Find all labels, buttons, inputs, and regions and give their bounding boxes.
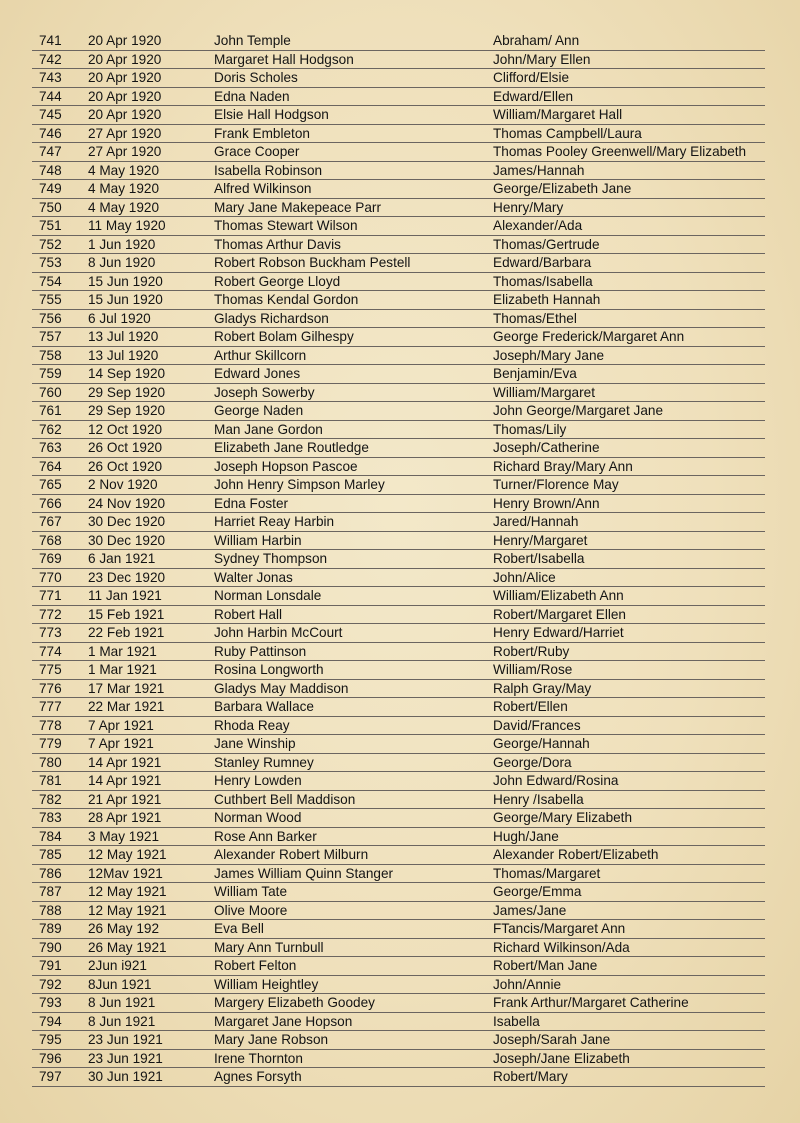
parents-names: George/Elizabeth Jane [493,181,632,196]
entry-number: 757 [39,329,62,344]
entry-date: 14 Sep 1920 [88,366,166,381]
child-name: Doris Scholes [214,70,298,85]
entry-number: 786 [39,865,62,881]
child-name: Mary Ann Turnbull [214,939,324,955]
parents-names: George/Dora [493,754,572,770]
parents-names: Henry/Margaret [493,532,588,548]
child-name: Mary Jane Makepeace Parr [214,199,381,215]
baptism-register-table [32,32,765,1087]
entry-date: 11 Jan 1921 [88,588,162,603]
entry-date: 13 Jul 1920 [88,329,159,344]
entry-number: 773 [39,625,62,640]
parents-names: Frank Arthur/Margaret Catherine [493,995,689,1010]
entry-number: 790 [39,939,62,955]
parents-names: Joseph/Catherine [493,440,600,455]
entry-date: 23 Dec 1920 [88,569,166,585]
entry-number: 780 [39,754,62,770]
entry-number: 781 [39,773,62,788]
child-name: John Temple [214,33,291,48]
table-row [32,143,765,162]
entry-number: 748 [39,162,62,178]
entry-number: 764 [39,458,62,474]
parents-names: John Edward/Rosina [493,773,619,788]
entry-number: 784 [39,828,62,844]
entry-date: 30 Jun 1921 [88,1069,163,1084]
parents-names: Hugh/Jane [493,828,559,844]
entry-number: 770 [39,569,62,585]
entry-date: 13 Jul 1920 [88,347,159,363]
entry-number: 772 [39,606,62,622]
table-row [32,754,765,773]
table-row [32,125,765,144]
parents-names: John/Annie [493,976,562,992]
child-name: Alexander Robert Milburn [214,847,369,862]
child-name: Robert Felton [214,958,297,973]
parents-names: John George/Margaret Jane [493,403,664,418]
table-row [32,384,765,403]
entry-number: 745 [39,107,62,122]
parents-names: Edward/Barbara [493,255,592,270]
parents-names: Thomas Pooley Greenwell/Mary Elizabeth [493,144,747,159]
child-name: Margery Elizabeth Goodey [214,995,375,1010]
entry-number: 783 [39,810,62,825]
table-row [32,1013,765,1032]
entry-date: 26 Oct 1920 [88,440,163,455]
table-row [32,513,765,532]
child-name: Walter Jonas [214,569,293,585]
parents-names: Benjamin/Eva [493,366,577,381]
parents-names: James/Jane [493,902,567,918]
entry-date: 6 Jan 1921 [88,551,156,566]
table-row [32,957,765,976]
entry-date: 6 Jul 1920 [88,310,151,326]
table-row [32,680,765,699]
child-name: Alfred Wilkinson [214,181,312,196]
entry-number: 776 [39,680,62,696]
child-name: Edna Foster [214,495,289,511]
entry-date: 15 Feb 1921 [88,606,165,622]
child-name: Joseph Sowerby [214,384,315,400]
entry-number: 782 [39,791,62,807]
entry-date: 14 Apr 1921 [88,754,162,770]
entry-date: 8 Jun 1920 [88,255,156,270]
table-row [32,624,765,643]
child-name: Agnes Forsyth [214,1069,302,1084]
table-row [32,476,765,495]
parents-names: Jared/Hannah [493,514,579,529]
entry-number: 791 [39,958,62,973]
table-row [32,495,765,514]
table-row [32,735,765,754]
entry-date: 30 Dec 1920 [88,532,166,548]
parents-names: George/Hannah [493,736,590,751]
child-name: Robert George Lloyd [214,273,341,289]
entry-date: 28 Apr 1921 [88,810,162,825]
table-row [32,439,765,458]
entry-number: 747 [39,144,62,159]
parents-names: Richard Wilkinson/Ada [493,939,630,955]
parents-names: Robert/Margaret Ellen [493,606,626,622]
entry-date: 15 Jun 1920 [88,292,163,307]
parents-names: Joseph/Sarah Jane [493,1032,611,1047]
parents-names: Ralph Gray/May [493,680,592,696]
parents-names: Thomas/Lily [493,421,567,437]
entry-number: 762 [39,421,62,437]
child-name: George Naden [214,403,304,418]
entry-date: 30 Dec 1920 [88,514,166,529]
entry-number: 768 [39,532,62,548]
entry-number: 767 [39,514,62,529]
table-row [32,217,765,236]
entry-date: 8 Jun 1921 [88,1013,156,1029]
table-row [32,236,765,255]
entry-date: 8Jun 1921 [88,976,152,992]
parents-names: William/Margaret Hall [493,107,623,122]
entry-date: 24 Nov 1920 [88,495,166,511]
table-row [32,643,765,662]
parents-names: William/Elizabeth Ann [493,588,624,603]
table-row [32,791,765,810]
parents-names: Robert/Man Jane [493,958,598,973]
parents-names: Thomas Campbell/Laura [493,125,642,141]
parents-names: Abraham/ Ann [493,33,580,48]
entry-date: 7 Apr 1921 [88,736,154,751]
child-name: Norman Lonsdale [214,588,322,603]
child-name: Olive Moore [214,902,288,918]
entry-number: 750 [39,199,62,215]
entry-date: 15 Jun 1920 [88,273,163,289]
entry-number: 788 [39,902,62,918]
entry-number: 789 [39,921,62,936]
parents-names: Clifford/Elsie [493,70,570,85]
child-name: Joseph Hopson Pascoe [214,458,358,474]
entry-number: 759 [39,366,62,381]
table-row [32,32,765,51]
entry-date: 4 May 1920 [88,199,160,215]
entry-date: 17 Mar 1921 [88,680,165,696]
child-name: Henry Lowden [214,773,302,788]
parents-names: Richard Bray/Mary Ann [493,458,633,474]
entry-number: 785 [39,847,62,862]
child-name: Gladys May Maddison [214,680,349,696]
entry-number: 792 [39,976,62,992]
table-row [32,51,765,70]
parents-names: FTancis/Margaret Ann [493,921,626,936]
table-row [32,199,765,218]
child-name: Margaret Jane Hopson [214,1013,353,1029]
child-name: Ruby Pattinson [214,643,307,659]
parents-names: Henry Edward/Harriet [493,625,624,640]
parents-names: Robert/Mary [493,1069,568,1084]
entry-number: 793 [39,995,62,1010]
entry-date: 23 Jun 1921 [88,1050,163,1066]
entry-date: 26 Oct 1920 [88,458,163,474]
table-row [32,162,765,181]
child-name: Rhoda Reay [214,717,290,733]
parents-names: Joseph/Jane Elizabeth [493,1050,630,1066]
child-name: Sydney Thompson [214,551,328,566]
entry-date: 14 Apr 1921 [88,773,162,788]
parents-names: Thomas/Isabella [493,273,593,289]
child-name: John Harbin McCourt [214,625,343,640]
entry-number: 778 [39,717,62,733]
parents-names: Isabella [493,1013,540,1029]
entry-date: 20 Apr 1920 [88,88,162,104]
table-row [32,587,765,606]
parents-names: James/Hannah [493,162,585,178]
entry-number: 758 [39,347,62,363]
table-row [32,273,765,292]
entry-number: 752 [39,236,62,252]
entry-date: 27 Apr 1920 [88,144,162,159]
table-row [32,180,765,199]
entry-date: 27 Apr 1920 [88,125,162,141]
table-row [32,88,765,107]
entry-number: 787 [39,884,62,899]
entry-number: 797 [39,1069,62,1084]
parents-names: Henry/Mary [493,199,564,215]
entry-number: 761 [39,403,62,418]
table-row [32,458,765,477]
child-name: Barbara Wallace [214,699,314,714]
parents-names: Turner/Florence May [493,477,619,492]
table-row [32,291,765,310]
table-row [32,698,765,717]
table-row [32,661,765,680]
parents-names: George/Emma [493,884,582,899]
parents-names: William/Margaret [493,384,595,400]
child-name: William Harbin [214,532,302,548]
entry-number: 741 [39,33,62,48]
parents-names: Robert/Ruby [493,643,570,659]
child-name: Rosina Longworth [214,662,324,677]
entry-number: 763 [39,440,62,455]
entry-number: 751 [39,218,62,233]
entry-number: 744 [39,88,62,104]
entry-number: 742 [39,51,62,67]
child-name: Man Jane Gordon [214,421,323,437]
entry-date: 26 May 1921 [88,939,167,955]
table-row [32,310,765,329]
entry-number: 743 [39,70,62,85]
entry-date: 11 May 1920 [88,218,166,233]
entry-number: 774 [39,643,62,659]
table-row [32,69,765,88]
child-name: Arthur Skillcorn [214,347,307,363]
parents-names: William/Rose [493,662,573,677]
entry-number: 779 [39,736,62,751]
child-name: Robert Hall [214,606,282,622]
entry-date: 2 Nov 1920 [88,477,158,492]
entry-date: 3 May 1921 [88,828,160,844]
child-name: Robert Bolam Gilhespy [214,329,354,344]
table-row [32,883,765,902]
child-name: Frank Embleton [214,125,310,141]
parents-names: Thomas/Margaret [493,865,601,881]
parents-names: John/Alice [493,569,556,585]
child-name: Harriet Reay Harbin [214,514,335,529]
child-name: Margaret Hall Hodgson [214,51,354,67]
parents-names: Alexander Robert/Elizabeth [493,847,659,862]
parents-names: Thomas/Ethel [493,310,577,326]
table-row [32,846,765,865]
entry-number: 795 [39,1032,62,1047]
entry-date: 26 May 192 [88,921,160,936]
entry-date: 22 Feb 1921 [88,625,165,640]
entry-date: 1 Mar 1921 [88,643,157,659]
entry-date: 7 Apr 1921 [88,717,154,733]
entry-number: 766 [39,495,62,511]
table-row [32,569,765,588]
parents-names: Robert/Isabella [493,551,585,566]
entry-number: 769 [39,551,62,566]
parents-names: Joseph/Mary Jane [493,347,605,363]
table-row [32,347,765,366]
entry-date: 12 May 1921 [88,847,167,862]
table-row [32,402,765,421]
child-name: Irene Thornton [214,1050,303,1066]
parents-names: David/Frances [493,717,581,733]
entry-date: 8 Jun 1921 [88,995,156,1010]
table-row [32,939,765,958]
parents-names: Elizabeth Hannah [493,292,601,307]
parents-names: George/Mary Elizabeth [493,810,633,825]
entry-date: 1 Mar 1921 [88,662,157,677]
table-row [32,920,765,939]
child-name: Robert Robson Buckham Pestell [214,255,411,270]
table-row [32,421,765,440]
table-row [32,809,765,828]
child-name: William Tate [214,884,288,899]
child-name: John Henry Simpson Marley [214,477,385,492]
entry-date: 29 Sep 1920 [88,384,166,400]
child-name: Gladys Richardson [214,310,329,326]
entry-number: 777 [39,699,62,714]
child-name: William Heightley [214,976,319,992]
child-name: Stanley Rumney [214,754,314,770]
table-row [32,902,765,921]
table-row [32,994,765,1013]
entry-date: 2Jun i921 [88,958,147,973]
child-name: Elizabeth Jane Routledge [214,440,369,455]
entry-date: 1 Jun 1920 [88,236,156,252]
child-name: Mary Jane Robson [214,1032,329,1047]
table-row [32,532,765,551]
entry-date: 22 Mar 1921 [88,699,165,714]
entry-number: 753 [39,255,62,270]
entry-date: 23 Jun 1921 [88,1032,163,1047]
entry-number: 746 [39,125,62,141]
entry-number: 796 [39,1050,62,1066]
parents-names: John/Mary Ellen [493,51,591,67]
entry-date: 20 Apr 1920 [88,33,162,48]
table-row [32,550,765,569]
child-name: Elsie Hall Hodgson [214,107,329,122]
entry-number: 754 [39,273,62,289]
child-name: Isabella Robinson [214,162,323,178]
table-row [32,865,765,884]
entry-number: 749 [39,181,62,196]
parents-names: Henry Brown/Ann [493,495,600,511]
table-row [32,365,765,384]
child-name: Cuthbert Bell Maddison [214,791,356,807]
entry-date: 4 May 1920 [88,181,160,196]
table-row [32,1031,765,1050]
table-row [32,328,765,347]
child-name: James William Quinn Stanger [214,865,394,881]
table-row [32,976,765,995]
entry-number: 760 [39,384,62,400]
child-name: Edna Naden [214,88,290,104]
child-name: Eva Bell [214,921,264,936]
child-name: Rose Ann Barker [214,828,317,844]
parents-names: Robert/Ellen [493,699,568,714]
child-name: Norman Wood [214,810,302,825]
entry-date: 12 May 1921 [88,884,167,899]
parents-names: Edward/Ellen [493,88,574,104]
table-row [32,606,765,625]
table-row [32,106,765,125]
entry-date: 12 May 1921 [88,902,167,918]
entry-date: 20 Apr 1920 [88,70,162,85]
entry-number: 756 [39,310,62,326]
parents-names: Thomas/Gertrude [493,236,600,252]
entry-number: 755 [39,292,62,307]
entry-date: 20 Apr 1920 [88,51,162,67]
parents-names: Henry /Isabella [493,791,584,807]
table-row [32,1068,765,1087]
child-name: Thomas Kendal Gordon [214,292,359,307]
table-row [32,1050,765,1069]
table-row [32,717,765,736]
entry-number: 771 [39,588,62,603]
parents-names: Alexander/Ada [493,218,583,233]
entry-date: 29 Sep 1920 [88,403,166,418]
entry-date: 12 Oct 1920 [88,421,163,437]
entry-date: 20 Apr 1920 [88,107,162,122]
entry-date: 12Mav 1921 [88,865,163,881]
entry-number: 775 [39,662,62,677]
parents-names: George Frederick/Margaret Ann [493,329,685,344]
entry-number: 794 [39,1013,62,1029]
child-name: Edward Jones [214,366,301,381]
entry-number: 765 [39,477,62,492]
child-name: Grace Cooper [214,144,300,159]
child-name: Jane Winship [214,736,296,751]
entry-date: 4 May 1920 [88,162,160,178]
table-row [32,828,765,847]
child-name: Thomas Stewart Wilson [214,218,358,233]
child-name: Thomas Arthur Davis [214,236,341,252]
table-row [32,254,765,273]
table-row [32,772,765,791]
entry-date: 21 Apr 1921 [88,791,162,807]
